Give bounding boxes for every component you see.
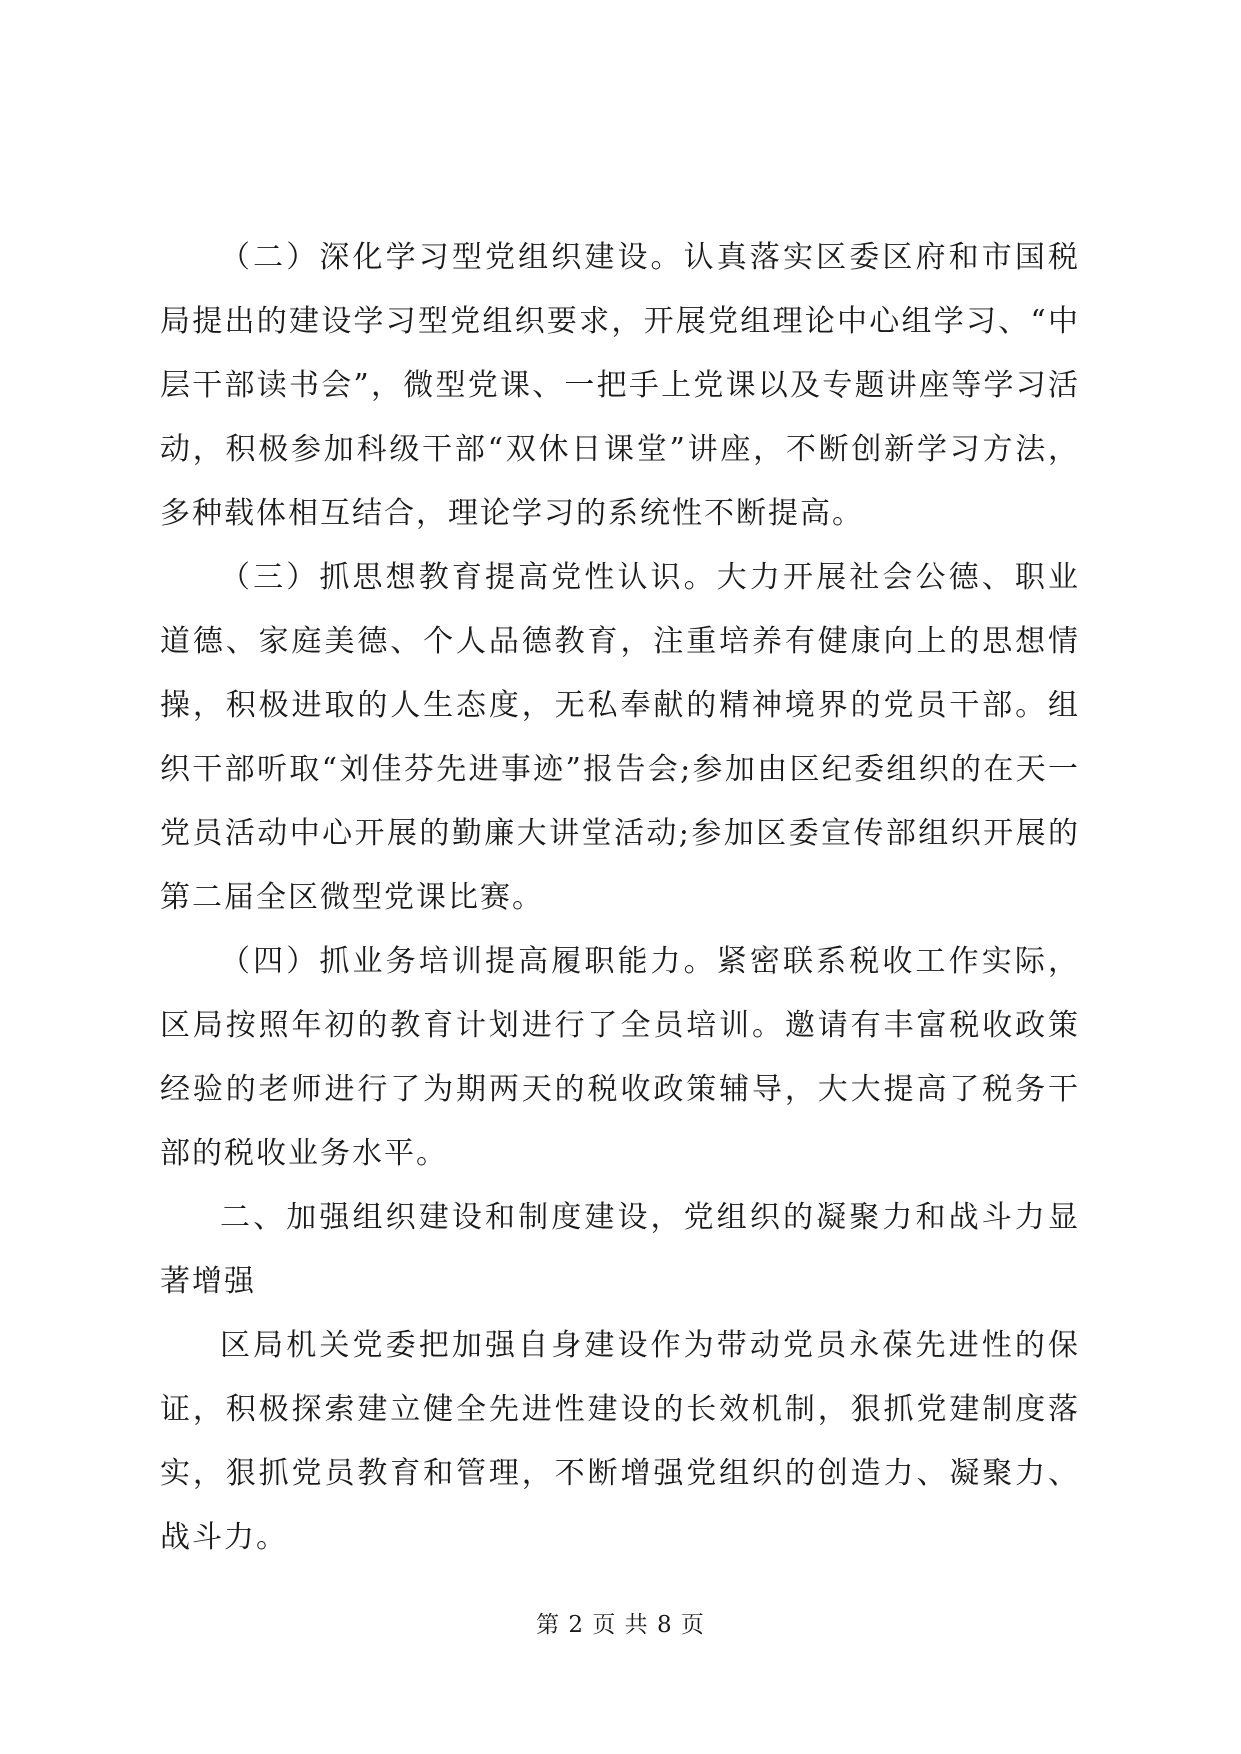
section-heading-organization: 二、加强组织建设和制度建设，党组织的凝聚力和战斗力显著增强	[160, 1200, 1080, 1299]
paragraph-business-training: （四）抓业务培训提高履职能力。紧密联系税收工作实际，区局按照年初的教育计划进行了全员培训。邀请有丰富税收政策经验的老师进行了为期两天的税收政策辅导，大大提高了税务干部的税收业务水平。	[160, 944, 1080, 1171]
paragraph-party-committee: 区局机关党委把加强自身建设作为带动党员永葆先进性的保证，积极探索建立健全先进性建设的长效机制，狠抓党建制度落实，狠抓党员教育和管理，不断增强党组织的创造力、凝聚力、战斗力。	[160, 1328, 1080, 1555]
document-body	[160, 226, 1080, 1570]
page-number-footer: 第 2 页 共 8 页	[536, 1612, 705, 1638]
paragraph-ideological-education: （三）抓思想教育提高党性认识。大力开展社会公德、职业道德、家庭美德、个人品德教育，注重培养有健康向上的思想情操，积极进取的人生态度，无私奉献的精神境界的党员干部。组织干部听取“刘佳芬先进事迹”报告会;参加由区纪委组织的在天一党员活动中心开展的勤廉大讲堂活动;参加区委宣传部组织开展的第二届全区微型党课比赛。	[160, 560, 1080, 915]
paragraph-deepen-learning: （二）深化学习型党组织建设。认真落实区委区府和市国税局提出的建设学习型党组织要求，开展党组理论中心组学习、“中层干部读书会”，微型党课、一把手上党课以及专题讲座等学习活动，积极参加科级干部“双休日课堂”讲座，不断创新学习方法，多种载体相互结合，理论学习的系统性不断提高。	[160, 240, 1080, 531]
